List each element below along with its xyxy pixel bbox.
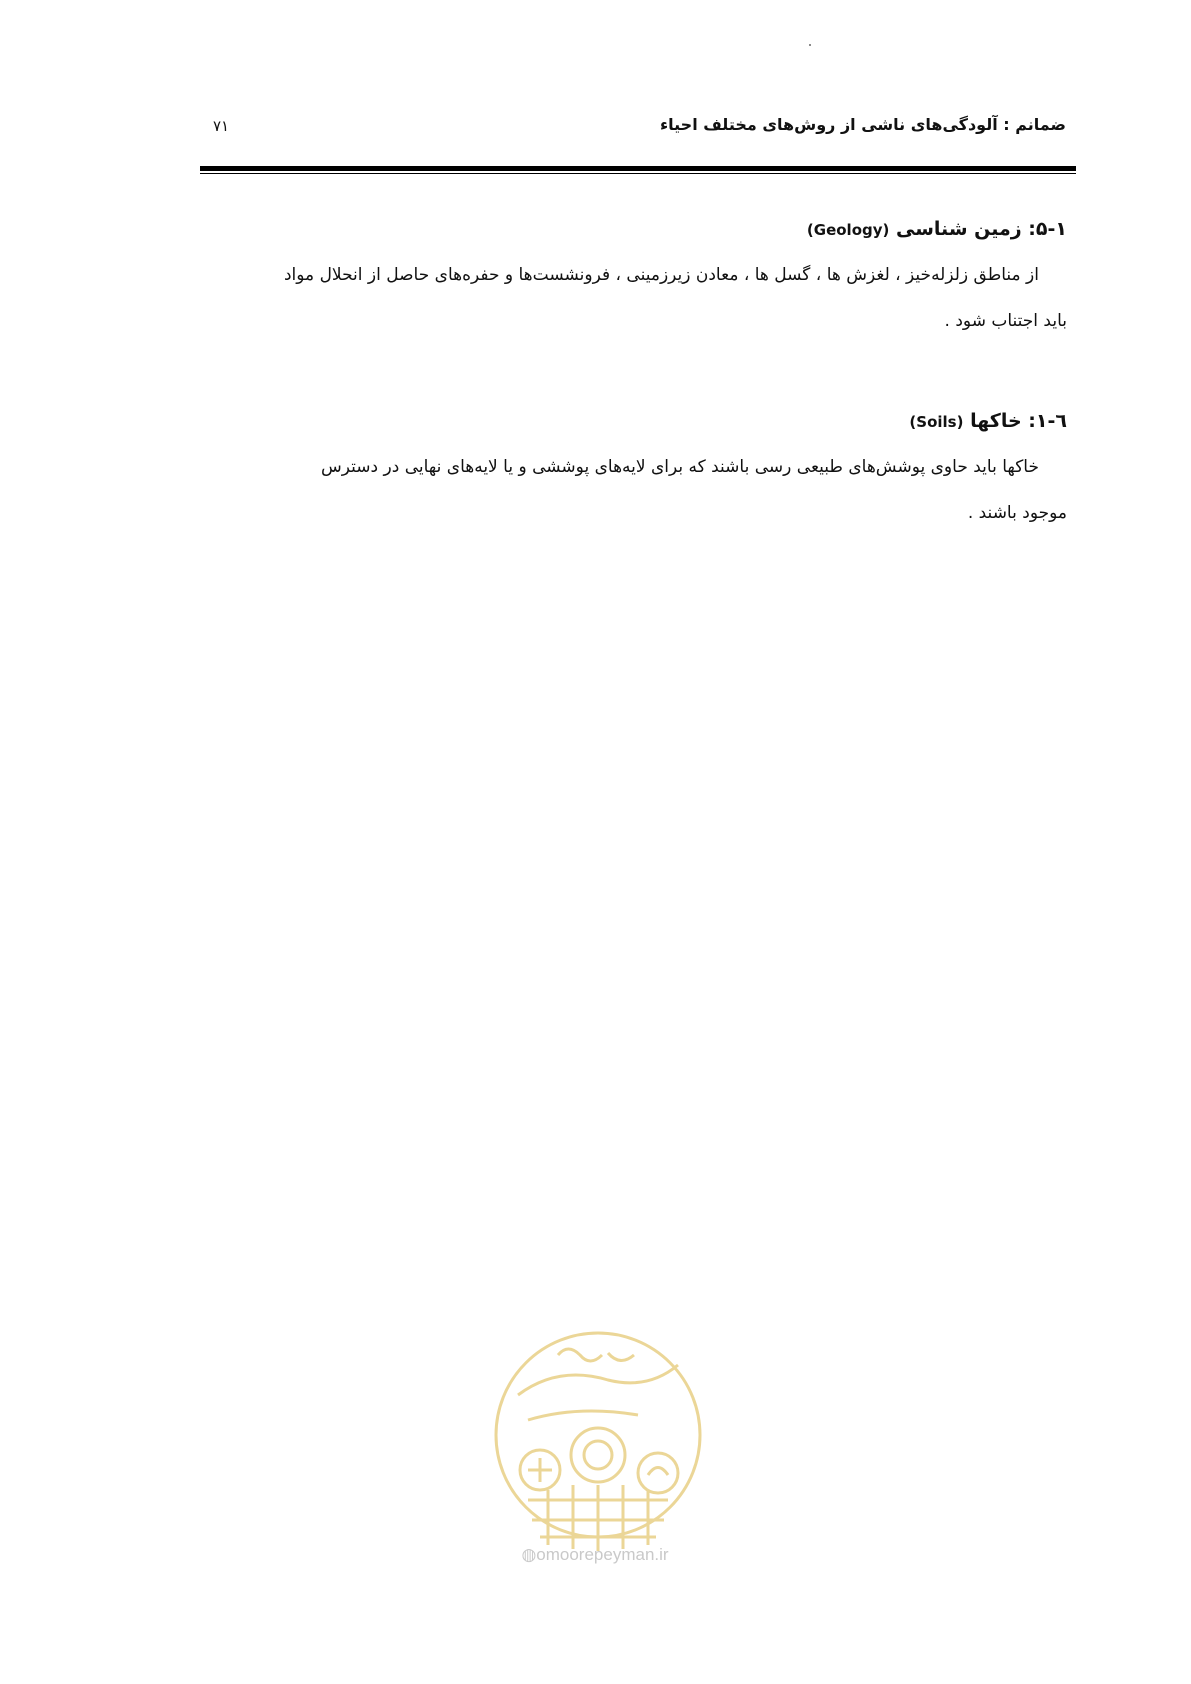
section-number: ٦-١: <box>1028 410 1067 432</box>
globe-icon: ◍ <box>521 1545 537 1564</box>
watermark-url <box>500 1545 690 1565</box>
paragraph-line: باید اجتناب شود . <box>944 311 1067 331</box>
paragraph-line: از مناطق زلزله‌خیز ، لغزش ها ، گسل ها ، معادن زیرزمینی ، فرونشست‌ها و حفره‌های حاصل از انحلال مواد <box>283 265 1039 285</box>
running-header-title: ضمانم : آلودگی‌های ناشی از روش‌های مختلف احیاء <box>659 115 1066 134</box>
section-title: زمین شناسی <box>896 218 1022 240</box>
watermark-url-text: omoorepeyman.ir <box>536 1545 669 1564</box>
section-title: خاکها <box>970 410 1022 432</box>
section-paragraph-soils <box>197 444 1067 536</box>
paragraph-line: خاکها باید حاوی پوشش‌های طبیعی رسی باشند که برای لایه‌های پوششی و یا لایه‌های نهایی در دسترس <box>321 457 1039 477</box>
header-rule-thick <box>200 166 1076 171</box>
page-number: ۷۱ <box>213 117 230 135</box>
section-latin-title: (Soils) <box>909 413 964 431</box>
section-latin-title: (Geology) <box>806 221 890 239</box>
section-paragraph-geology <box>197 252 1067 344</box>
section-number: ۵-۱: <box>1028 218 1067 240</box>
paragraph-line: موجود باشند . <box>967 503 1067 523</box>
section-heading-soils <box>909 410 1067 432</box>
section-heading-geology <box>807 218 1067 240</box>
header-rule-thin <box>200 173 1076 174</box>
scan-speck <box>809 44 811 46</box>
